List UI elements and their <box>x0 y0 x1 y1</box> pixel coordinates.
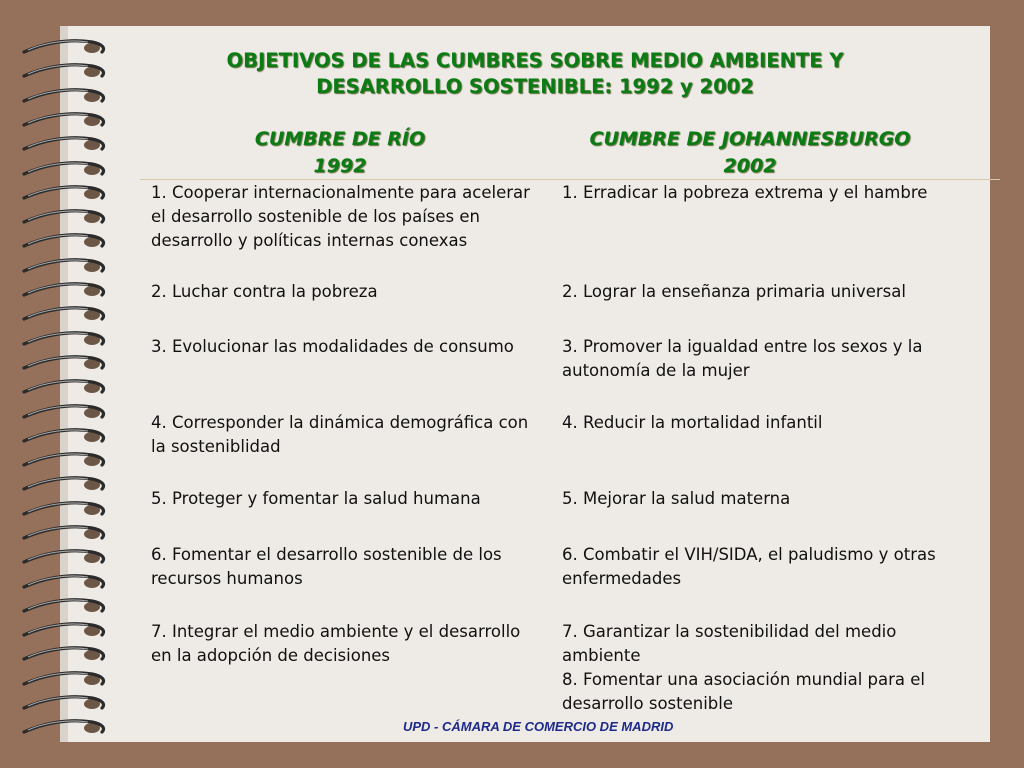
johannesburg-objective-5: 5. Mejorar la salud materna <box>562 489 791 508</box>
rio-objective-3: 3. Evolucionar las modalidades de consumo <box>151 337 514 356</box>
rio-heading-name: CUMBRE DE RÍO <box>254 128 426 150</box>
johannesburg-heading-year: 2002 <box>723 155 777 177</box>
heading-divider <box>140 179 1000 180</box>
johannesburg-heading-name: CUMBRE DE JOHANNESBURGO <box>589 128 911 150</box>
title-line-1: OBJETIVOS DE LAS CUMBRES SOBRE MEDIO AMBIENTE Y <box>226 49 844 72</box>
rio-heading <box>210 126 470 180</box>
rio-objective-5: 5. Proteger y fomentar la salud humana <box>151 489 481 508</box>
footer-credit: UPD - CÁMARA DE COMERCIO DE MADRID <box>403 719 674 734</box>
page-title <box>150 48 920 100</box>
johannesburg-heading <box>540 126 960 180</box>
johannesburg-objective-6: 6. Combatir el VIH/SIDA, el paludismo y otras enfermedades <box>562 545 936 588</box>
rio-heading-year: 1992 <box>313 155 367 177</box>
johannesburg-objective-7: 7. Garantizar la sostenibilidad del medio ambiente <box>562 622 897 665</box>
rio-objective-1: 1. Cooperar internacionalmente para acelerar el desarrollo sostenible de los países en desarrollo y políticas internas conexas <box>151 183 530 250</box>
rio-objective-6: 6. Fomentar el desarrollo sostenible de los recursos humanos <box>151 545 502 588</box>
johannesburg-objective-8: 8. Fomentar una asociación mundial para el desarrollo sostenible <box>562 670 926 713</box>
rio-objective-2: 2. Luchar contra la pobreza <box>151 282 378 301</box>
johannesburg-objective-3: 3. Promover la igualdad entre los sexos y la autonomía de la mujer <box>562 337 923 380</box>
binding-ring <box>22 712 110 742</box>
johannesburg-objective-4: 4. Reducir la mortalidad infantil <box>562 413 823 432</box>
rio-objective-4: 4. Corresponder la dinámica demográfica con la sosteniblidad <box>151 413 529 456</box>
title-line-2: DESARROLLO SOSTENIBLE: 1992 y 2002 <box>316 75 754 98</box>
rio-objective-7: 7. Integrar el medio ambiente y el desarrollo en la adopción de decisiones <box>151 622 521 665</box>
johannesburg-objective-2: 2. Lograr la enseñanza primaria universal <box>562 282 906 301</box>
johannesburg-objective-1: 1. Erradicar la pobreza extrema y el hambre <box>562 183 928 202</box>
